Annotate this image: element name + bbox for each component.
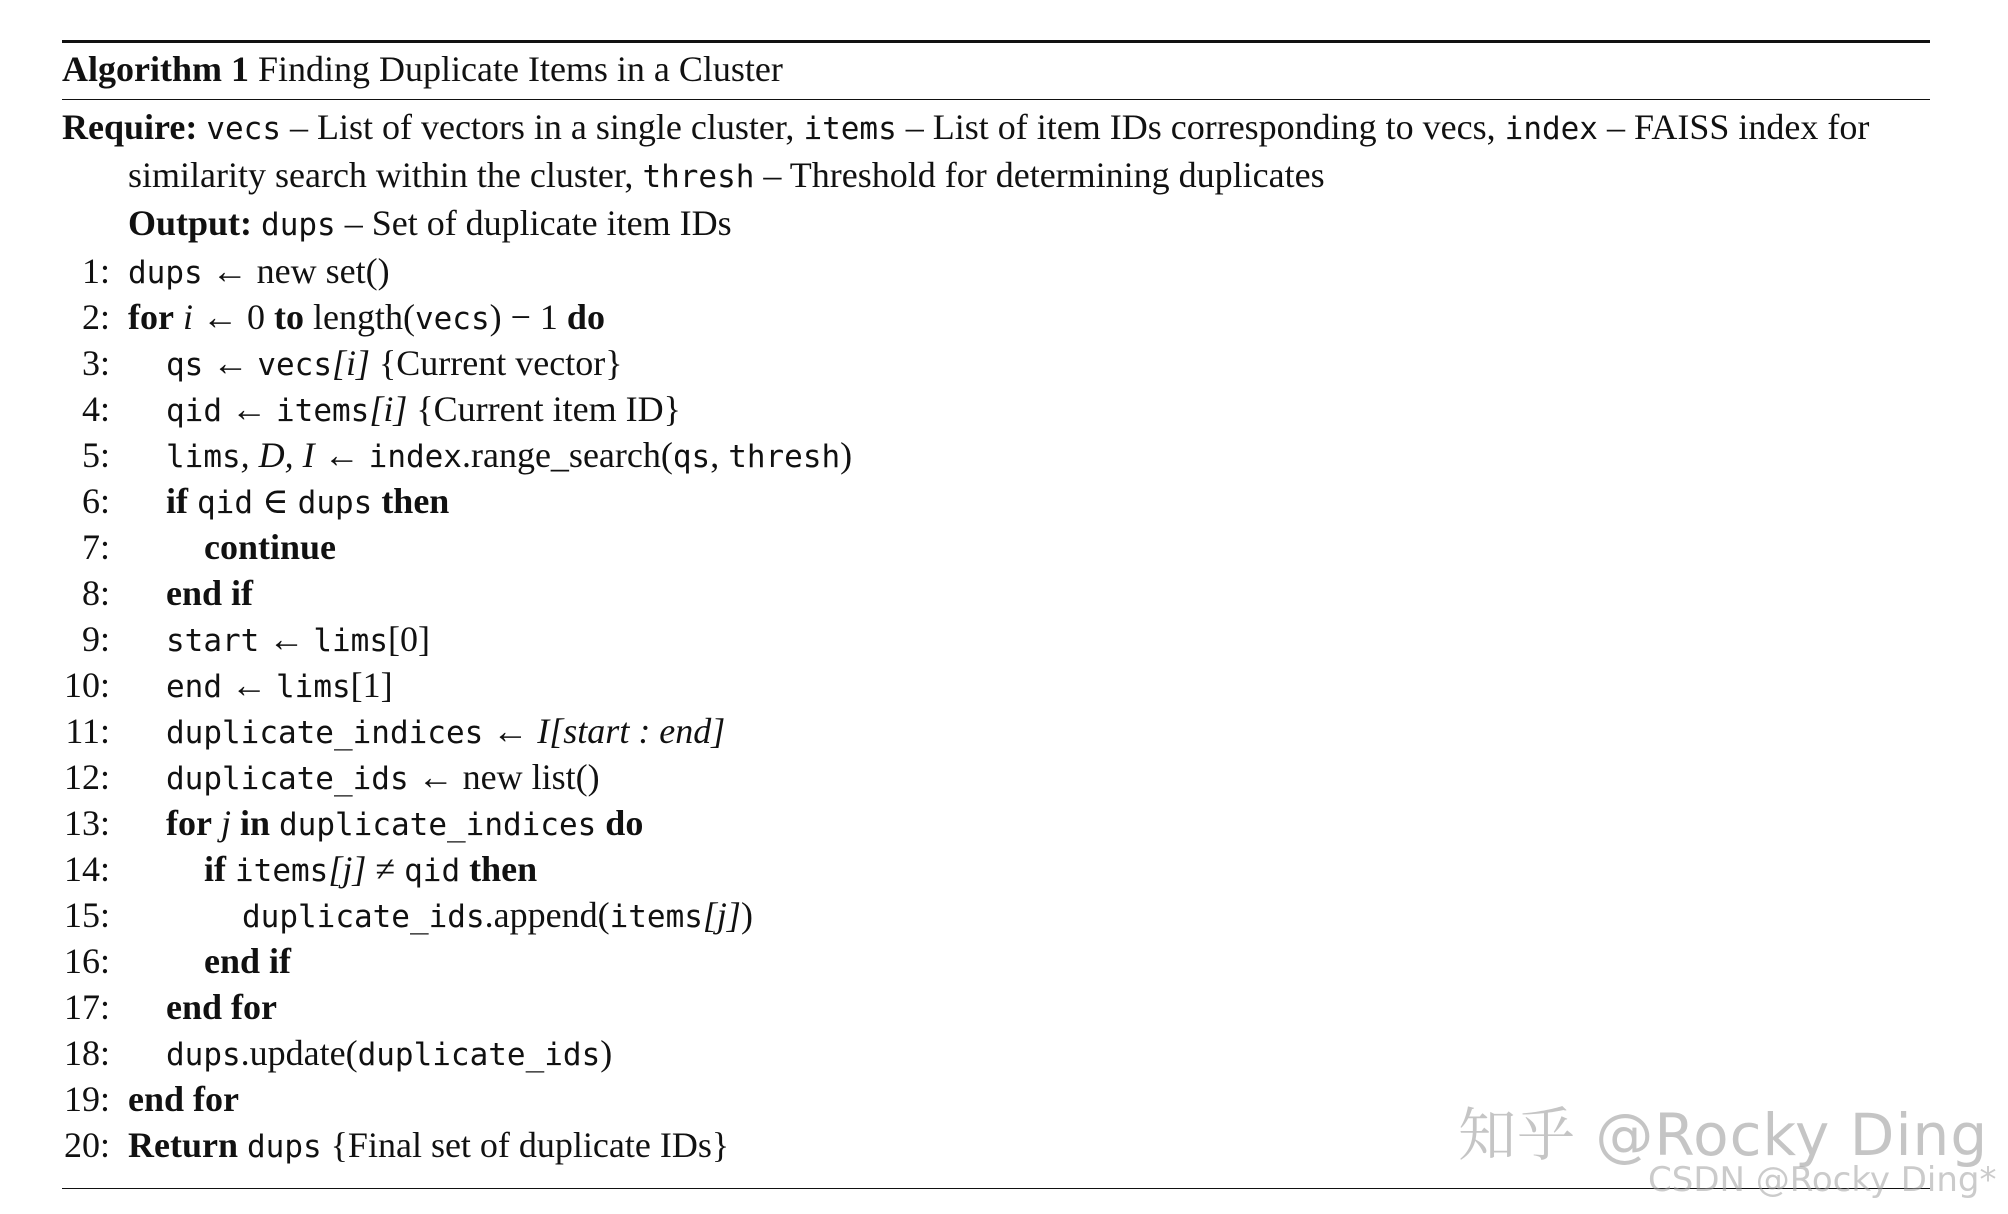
require-var-items: items (803, 111, 897, 147)
code-line-3 (62, 340, 1930, 386)
line-number: 3: (81, 343, 110, 383)
line-number: 1: (81, 251, 110, 291)
code-line-7 (62, 524, 1930, 570)
line-content: lims, D, I ← index.range_search(qs, thresh) (166, 435, 853, 475)
line-number: 8: (81, 573, 110, 613)
line-number: 9: (81, 619, 110, 659)
code-line-8 (62, 570, 1930, 616)
algorithm-caption: Finding Duplicate Items in a Cluster (257, 49, 783, 89)
line-content: end if (204, 941, 292, 981)
line-number: 14: (63, 849, 110, 889)
code-line-5 (62, 432, 1930, 478)
line-content: for j in duplicate_indices do (166, 803, 644, 843)
line-content: qid ← items[i] {Current item ID} (166, 389, 681, 429)
output-desc: – Set of duplicate item IDs (344, 203, 732, 243)
require-var-vecs: vecs (206, 111, 281, 147)
line-number: 17: (63, 987, 110, 1027)
algorithm-box (62, 40, 1930, 1189)
output-label: Output: (128, 203, 253, 243)
code-line-15 (62, 892, 1930, 938)
require-desc-items: – List of item IDs corresponding to vecs, (905, 107, 1496, 147)
line-number: 20: (63, 1125, 110, 1165)
line-content: end for (166, 987, 277, 1027)
require-var-index: index (1504, 111, 1598, 147)
line-content: duplicate_indices ← I[start : end] (166, 711, 726, 751)
line-number: 15: (63, 895, 110, 935)
line-number: 18: (63, 1033, 110, 1073)
output-var: dups (261, 207, 336, 243)
line-content: dups.update(duplicate_ids) (166, 1033, 613, 1073)
line-content: Return dups {Final set of duplicate IDs} (128, 1125, 730, 1165)
line-number: 11: (65, 711, 110, 751)
algorithm-number: Algorithm 1 (62, 49, 249, 89)
line-number: 7: (81, 527, 110, 567)
line-content: qs ← vecs[i] {Current vector} (166, 343, 623, 383)
code-line-4 (62, 386, 1930, 432)
line-content: duplicate_ids.append(items[j]) (242, 895, 753, 935)
line-number: 13: (63, 803, 110, 843)
line-content: if qid ∈ dups then (166, 481, 450, 521)
line-content: duplicate_ids ← new list() (166, 757, 600, 797)
line-number: 16: (63, 941, 110, 981)
zhihu-watermark: 知乎 @Rocky Ding (1458, 1101, 1989, 1169)
algorithm-body (62, 100, 1930, 1168)
output-block (62, 200, 1930, 248)
code-line-1 (62, 248, 1930, 294)
line-content: end for (128, 1079, 239, 1119)
require-label: Require: (62, 107, 198, 147)
line-number: 5: (81, 435, 110, 475)
line-number: 4: (81, 389, 110, 429)
require-block (62, 100, 1930, 200)
code-line-11 (62, 708, 1930, 754)
line-content: if items[j] ≠ qid then (204, 849, 538, 889)
require-var-thresh: thresh (642, 159, 755, 195)
require-desc-index: – FAISS index for similarity search within the cluster, (128, 107, 1870, 195)
code-line-18 (62, 1030, 1930, 1076)
line-number: 10: (63, 665, 110, 705)
line-number: 2: (81, 297, 110, 337)
code-line-9 (62, 616, 1930, 662)
code-line-16 (62, 938, 1930, 984)
code-line-6 (62, 478, 1930, 524)
line-number: 12: (63, 757, 110, 797)
code-line-2 (62, 294, 1930, 340)
line-content: end ← lims[1] (166, 665, 393, 705)
code-line-17 (62, 984, 1930, 1030)
require-desc-vecs: – List of vectors in a single cluster, (289, 107, 795, 147)
line-content: start ← lims[0] (166, 619, 430, 659)
line-content: for i ← 0 to length(vecs) − 1 do (128, 297, 605, 337)
line-number: 6: (81, 481, 110, 521)
csdn-watermark: CSDN @Rocky Ding* (1648, 1160, 1997, 1200)
require-desc-thresh: – Threshold for determining duplicates (763, 155, 1325, 195)
line-content: dups ← new set() (128, 251, 390, 291)
line-number: 19: (63, 1079, 110, 1119)
line-content: end if (166, 573, 254, 613)
code-line-12 (62, 754, 1930, 800)
code-line-14 (62, 846, 1930, 892)
algorithm-title (62, 43, 1930, 93)
code-line-10 (62, 662, 1930, 708)
code-line-13 (62, 800, 1930, 846)
line-content: continue (204, 527, 337, 567)
